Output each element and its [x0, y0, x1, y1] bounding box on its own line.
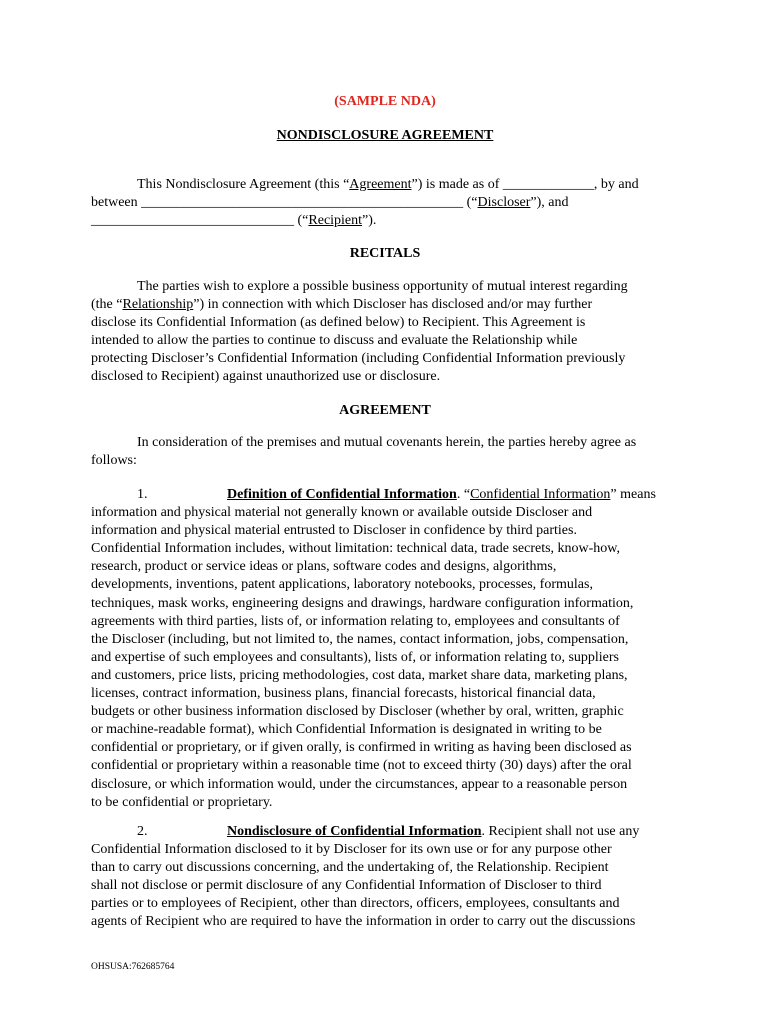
section-2-line: agents of Recipient who are required to have the information in order to carry out the discussions	[91, 914, 636, 930]
section-1-line: Confidential Information includes, without limitation: technical data, trade secrets, know-how,	[91, 541, 621, 557]
section-1	[91, 486, 681, 812]
section-2-line: than to carry out discussions concerning, and the undertaking of, the Relationship. Recipient	[91, 860, 609, 876]
section-1-first-line: 1. Definition of Confidential Information. “Confidential Information” means	[91, 486, 681, 504]
section-number: 2.	[137, 824, 148, 839]
section-1-line: and customers, price lists, pricing methodologies, cost data, market share data, marketing plans,	[91, 667, 628, 683]
section-number: 1.	[137, 487, 148, 502]
defined-term: Discloser	[477, 195, 531, 211]
recitals-line: The parties wish to explore a possible business opportunity of mutual interest regarding	[137, 279, 628, 294]
intro-paragraph	[91, 176, 681, 230]
section-1-line: budgets or other business information disclosed by Discloser (whether by oral, written, graphic	[91, 704, 624, 720]
intro-line: between ______________________________________________ (“Discloser”), and	[91, 195, 569, 211]
section-heading: Definition of Confidential Information	[227, 487, 457, 502]
section-1-line: or machine-readable format), which Confidential Information is designated in writing to be	[91, 722, 602, 738]
section-1-line: the Discloser (including, but not limited to, the names, contact information, jobs, compensation,	[91, 631, 629, 647]
agreement-heading: AGREEMENT	[339, 403, 431, 418]
recitals-paragraph	[91, 278, 681, 387]
document-title: NONDISCLOSURE AGREEMENT	[276, 128, 494, 143]
section-1-line: licenses, contract information, business plans, financial forecasts, historical financial data,	[91, 686, 596, 702]
defined-term: Relationship	[122, 297, 194, 313]
section-2-line: shall not disclose or permit disclosure of any Confidential Information of Discloser to third	[91, 878, 602, 894]
recitals-line: protecting Discloser’s Confidential Information (including Confidential Information previously	[91, 351, 626, 367]
section-2-line: Confidential Information disclosed to it by Discloser for its own use or for any purpose other	[91, 842, 612, 858]
section-1-line: information and physical material not generally known or available outside Discloser and	[91, 505, 593, 521]
section-1-line: developments, inventions, patent applications, laboratory notebooks, processes, formulas,	[91, 577, 593, 593]
recitals-heading: RECITALS	[349, 246, 421, 261]
section-2-line: parties or to employees of Recipient, other than directors, officers, employees, consultants and	[91, 896, 620, 912]
section-1-line: information and physical material entrusted to Discloser in confidence by third parties.	[91, 523, 577, 539]
section-1-line: and expertise of such employees and consultants), lists of, or information relating to, suppliers	[91, 649, 619, 665]
section-1-line: research, product or service ideas or plans, software codes and designs, algorithms,	[91, 559, 557, 575]
recitals-line: (the “Relationship”) in connection with which Discloser has disclosed and/or may further	[91, 297, 593, 313]
recitals-line: intended to allow the parties to continue to discuss and evaluate the Relationship while	[91, 333, 578, 349]
consideration-line: In consideration of the premises and mutual covenants herein, the parties hereby agree as	[137, 435, 637, 450]
section-1-line: techniques, mask works, engineering designs and drawings, hardware configuration information,	[91, 595, 634, 611]
section-2	[91, 823, 681, 932]
section-heading: Nondisclosure of Confidential Information	[227, 824, 482, 839]
consideration-paragraph	[91, 434, 681, 470]
defined-term: Agreement	[349, 177, 412, 192]
section-1-line: confidential or proprietary within a reasonable time (not to exceed thirty (30) days) after the oral	[91, 758, 632, 774]
section-2-first-line: 2. Nondisclosure of Confidential Information. Recipient shall not use any	[91, 823, 681, 841]
document-footer-id: OHSUSA:762685764	[91, 962, 175, 972]
recitals-line: disclose its Confidential Information (as defined below) to Recipient. This Agreement is	[91, 315, 586, 331]
consideration-line: follows:	[91, 453, 137, 469]
section-1-line: disclosure, or which information would, under the circumstances, appear to a reasonable person	[91, 776, 628, 792]
section-1-line: agreements with third parties, lists of, or information relating to, employees and consultants of	[91, 613, 620, 629]
defined-term: Confidential Information	[470, 487, 611, 502]
recitals-line: disclosed to Recipient) against unauthorized use or disclosure.	[91, 369, 441, 385]
defined-term: Recipient	[308, 213, 363, 229]
intro-line: This Nondisclosure Agreement (this “Agreement”) is made as of _____________, by and	[137, 177, 639, 192]
section-1-line: to be confidential or proprietary.	[91, 794, 273, 810]
sample-label: (SAMPLE NDA)	[334, 94, 436, 109]
section-1-line: confidential or proprietary, or if given orally, is confirmed in writing as having been disclosed as	[91, 740, 632, 756]
intro-line: _____________________________ (“Recipient”).	[91, 213, 377, 229]
